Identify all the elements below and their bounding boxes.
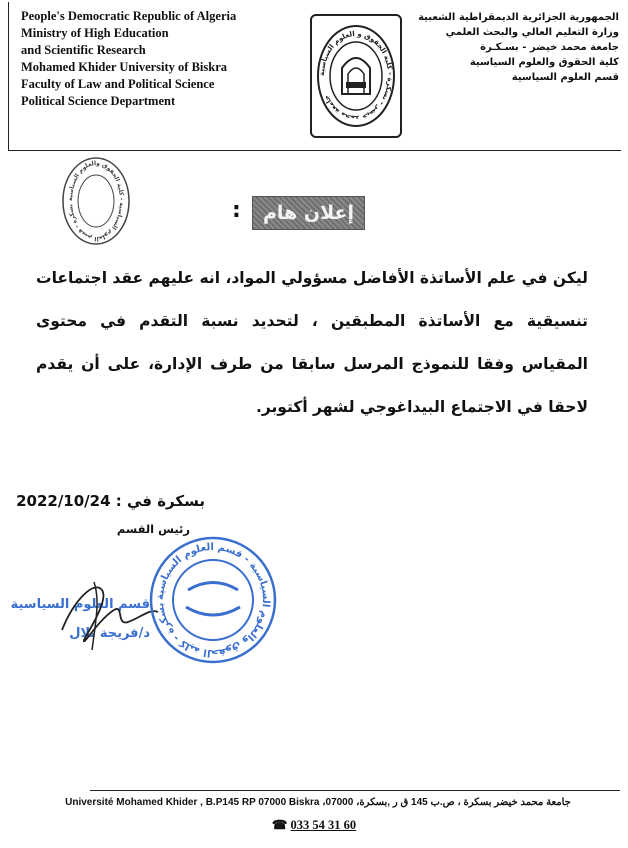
announcement-title: إعلان هام	[252, 196, 365, 230]
announcement-body: ليكن في علم الأساتذة الأفاضل مسؤولي المواد، انه عليهم عقد اجتماعات تنسيقية مع الأساتذة المطبقين ، لتحديد نسبة التقدم في محتوى المقياس وفقا للنموذج المرسل سابقا من طرف الإدارة، على أن يقدم لاحقا في الاجتماع البيداغوجي لشهر أكتوبر.	[36, 269, 588, 416]
english-line-department: Political Science Department	[21, 94, 176, 108]
letterhead	[8, 2, 621, 151]
place-date: بسكرة في : 2022/10/24	[16, 492, 205, 510]
arabic-line-university: جامعة محمد خيضر - بسـكـرة	[480, 42, 619, 53]
faculty-logo-text: جامعة محمد خيضر - بسكرة - كلية الحقوق و العلوم السياسية	[317, 29, 395, 123]
department-head-title: رئيس القسم	[116, 522, 190, 536]
phone-icon: ☎	[271, 818, 288, 832]
official-seal	[148, 535, 278, 665]
svg-text:جامعة محمد خيضر بسكرة - قسم ال	[60, 155, 125, 242]
english-line-university: Mohamed Khider University of Biskra	[21, 60, 228, 74]
faculty-logo	[310, 14, 402, 138]
footer-address: Université Mohamed Khider , B.P145 RP 07000 Biskra ،07000 ،جامعة محمد خيضر بسكرة ، ص.ب 145 ق ر ,بسكرة	[65, 797, 571, 808]
letterhead-arabic	[404, 10, 619, 85]
english-line-ministry: Ministry of High Education	[21, 26, 169, 40]
english-line-faculty: Faculty of Law and Political Science	[21, 77, 215, 91]
english-line-research: and Scientific Research	[21, 43, 146, 57]
arabic-line-department: قسم العلوم السياسية	[511, 72, 619, 83]
department-stamp-text: بسكرة - قسم العلوم السياسية - كلية الحقوق والعلوم السياسية	[66, 159, 126, 243]
arabic-line-ministry: وزارة التعليم العالي والبحث العلمي	[445, 27, 619, 38]
footer-phone	[0, 817, 628, 833]
signature-stamp-department: قسم العلوم السياسية	[10, 597, 150, 612]
arabic-line-country: الجمهورية الجزائرية الديمقراطية الشعبية	[418, 12, 619, 23]
official-seal-text: بسكرة - كلية الحقوق والعلوم السياسية - قسم العلوم السياسية	[154, 541, 272, 659]
signature-stamp-name: د/فريجة بلال	[69, 626, 150, 641]
letterhead-english	[21, 8, 301, 110]
department-stamp	[60, 155, 132, 247]
phone-number: 033 54 31 60	[290, 818, 357, 832]
footer-divider	[90, 790, 620, 791]
title-colon: :	[232, 198, 241, 223]
arabic-line-faculty: كلية الحقوق والعلوم السياسية	[469, 57, 619, 68]
english-line-country: People's Democratic Republic of Algeria	[21, 9, 237, 23]
